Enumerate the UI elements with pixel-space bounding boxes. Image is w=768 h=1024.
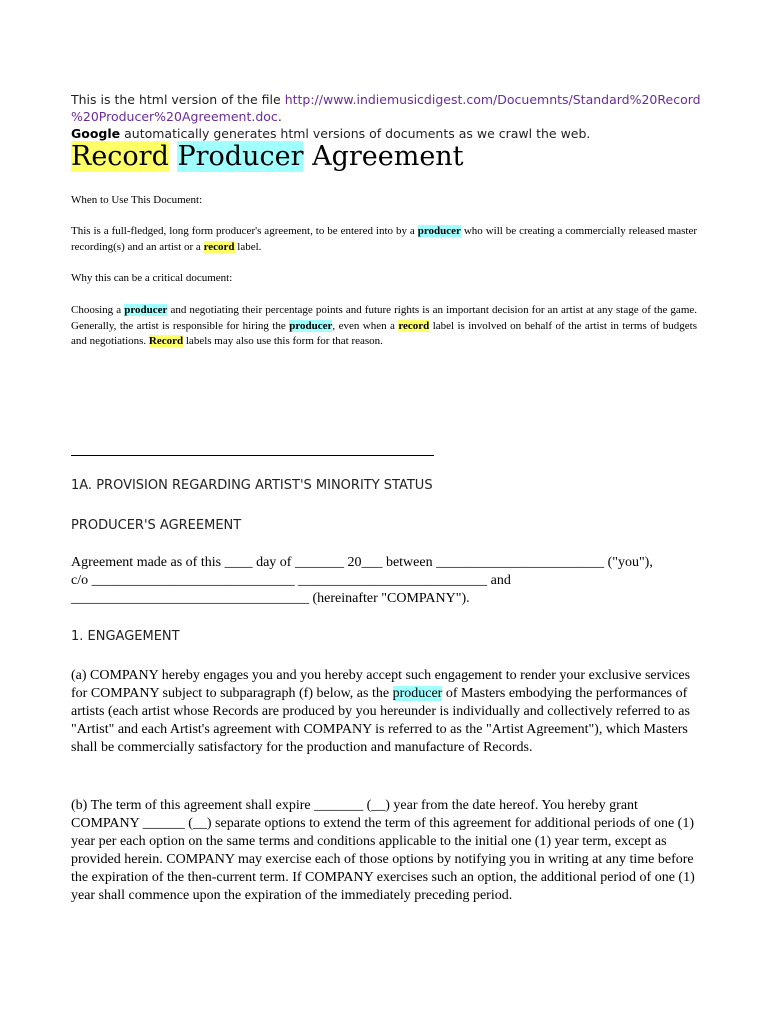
engagement-paragraph-b: (b) The term of this agreement shall expire _______ (__) year from the date hereof. You hereby grant COMPANY ______ (__) separate options to extend the term of this agreement for additional periods of one (1) year per each option on the same terms and conditions applicable to the initial one (1) year term, except as provided herein. COMPANY may exercise each of those options by notifying you in writing at any time before the expiration of the then-current term. If COMPANY exercises such an option, the additional period of one (1) year shall commence upon the expiration of the immediately preceding period. (71, 798, 695, 903)
section-1a-heading: 1A. PROVISION REGARDING ARTIST'S MINORITY STATUS (71, 478, 433, 493)
google-notice: automatically generates html versions of documents as we crawl the web. (120, 126, 591, 141)
intro-paragraph-2: Choosing a producer and negotiating their percentage points and future rights is an important decision for an artist at any stage of the game. Generally, the artist is responsible for hiring the producer, even when a record label is involved on behalf of the artist in terms of budgets and negotiations. Record labels may also use this form for that reason. (71, 304, 698, 347)
why-critical-heading: Why this can be a critical document: (71, 272, 233, 284)
intro-paragraph-1: This is a full-fledged, long form producer's agreement, to be entered into by a producer who will be creating a commercially released master recording(s) and an artist or a record label. (71, 225, 697, 253)
engagement-heading: 1. ENGAGEMENT (71, 629, 180, 644)
cache-notice-prefix: This is the html version of the file (71, 92, 285, 107)
agreement-made-paragraph: Agreement made as of this ____ day of _______ 20___ between ________________________ ("you"), c/o _____________________________ ___________________________ and __________________________________ (hereinafter "COMPANY"). (71, 555, 653, 606)
document-title: Record Producer Agreement (71, 141, 464, 172)
cache-header: This is the html version of the file http://www.indiemusicdigest.com/Docuemnts/Standard%20Record %20Producer%20Agreement.doc. Google automatically generates html versions of documents as we crawl the web. (71, 92, 701, 141)
producers-agreement-heading: PRODUCER'S AGREEMENT (71, 518, 242, 533)
google-label: Google (71, 126, 121, 141)
when-to-use-heading: When to Use This Document: (71, 194, 203, 206)
title-highlight-producer: Producer (177, 141, 304, 172)
engagement-paragraph-a: (a) COMPANY hereby engages you and you hereby accept such engagement to render your exclusive services for COMPANY subject to subparagraph (f) below, as the producer of Masters embodying the performances of artists (each artist whose Records are produced by you hereunder is individually and collectively referred to as "Artist" and each Artist's agreement with COMPANY is referred to as the "Artist Agreement"), which Masters shall be commercially satisfactory for the production and manufacture of Records. (71, 668, 691, 755)
title-highlight-record: Record (71, 141, 169, 172)
separator-line (71, 455, 434, 456)
source-file-link[interactable]: http://www.indiemusicdigest.com/Docuemnts/Standard%20Record %20Producer%20Agreement.doc (71, 92, 701, 124)
